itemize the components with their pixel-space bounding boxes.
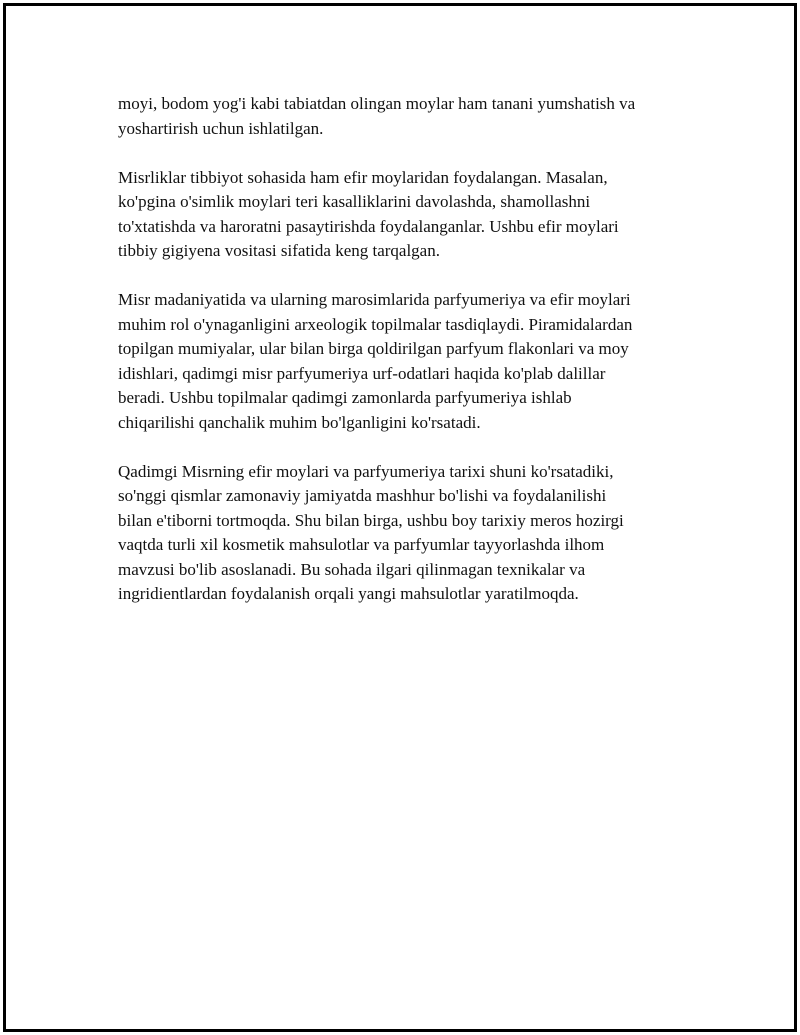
text-line: mavzusi bo'lib asoslanadi. Bu sohada ilgari qilinmagan texnikalar va — [118, 559, 586, 579]
text-line: tibbiy gigiyena vositasi sifatida keng tarqalgan. — [118, 241, 440, 260]
text-line: so'nggi qismlar zamonaviy jamiyatda mashhur bo'lishi va foydalanilishi — [118, 486, 607, 505]
text-line: topilgan mumiyalar, ular bilan birga qoldirilgan parfyum flakonlari va moy — [118, 339, 629, 358]
text-line: Misr madaniyatida va ularning marosimlarida parfyumeriya va efir moylari — [118, 290, 631, 309]
text-line: ko'pgina o'simlik moylari teri kasalliklarini davolashda, shamollashni — [118, 192, 591, 211]
paragraph — [118, 288, 698, 435]
text-line: ingridientlardan foydalanish orqali yangi mahsulotlar yaratilmoqda. — [118, 584, 579, 603]
text-line: yoshartirish uchun ishlatilgan. — [118, 118, 324, 138]
text-line: Misrliklar tibbiyot sohasida ham efir moylaridan foydalangan. Masalan, — [118, 167, 608, 187]
text-line: moyi, bodom yog'i kabi tabiatdan olingan moylar ham tanani yumshatish va — [118, 94, 636, 113]
text-line: chiqarilishi qanchalik muhim bo'lganligini ko'rsatadi. — [118, 412, 481, 432]
paragraph — [118, 166, 698, 264]
paragraph — [118, 92, 698, 141]
document-body — [118, 92, 698, 631]
text-line: to'xtatishda va haroratni pasaytirishda foydalanganlar. Ushbu efir moylari — [118, 216, 619, 236]
text-line: Qadimgi Misrning efir moylari va parfyumeriya tarixi shuni ko'rsatadiki, — [118, 461, 614, 481]
paragraph — [118, 460, 698, 607]
text-line: muhim rol o'ynaganligini arxeologik topilmalar tasdiqlaydi. Piramidalardan — [118, 314, 633, 334]
text-line: idishlari, qadimgi misr parfyumeriya urf-odatlari haqida ko'plab dalillar — [118, 363, 606, 383]
text-line: bilan e'tiborni tortmoqda. Shu bilan birga, ushbu boy tarixiy meros hozirgi — [118, 510, 624, 530]
text-line: vaqtda turli xil kosmetik mahsulotlar va parfyumlar tayyorlashda ilhom — [118, 535, 605, 554]
text-line: beradi. Ushbu topilmalar qadimgi zamonlarda parfyumeriya ishlab — [118, 388, 572, 407]
